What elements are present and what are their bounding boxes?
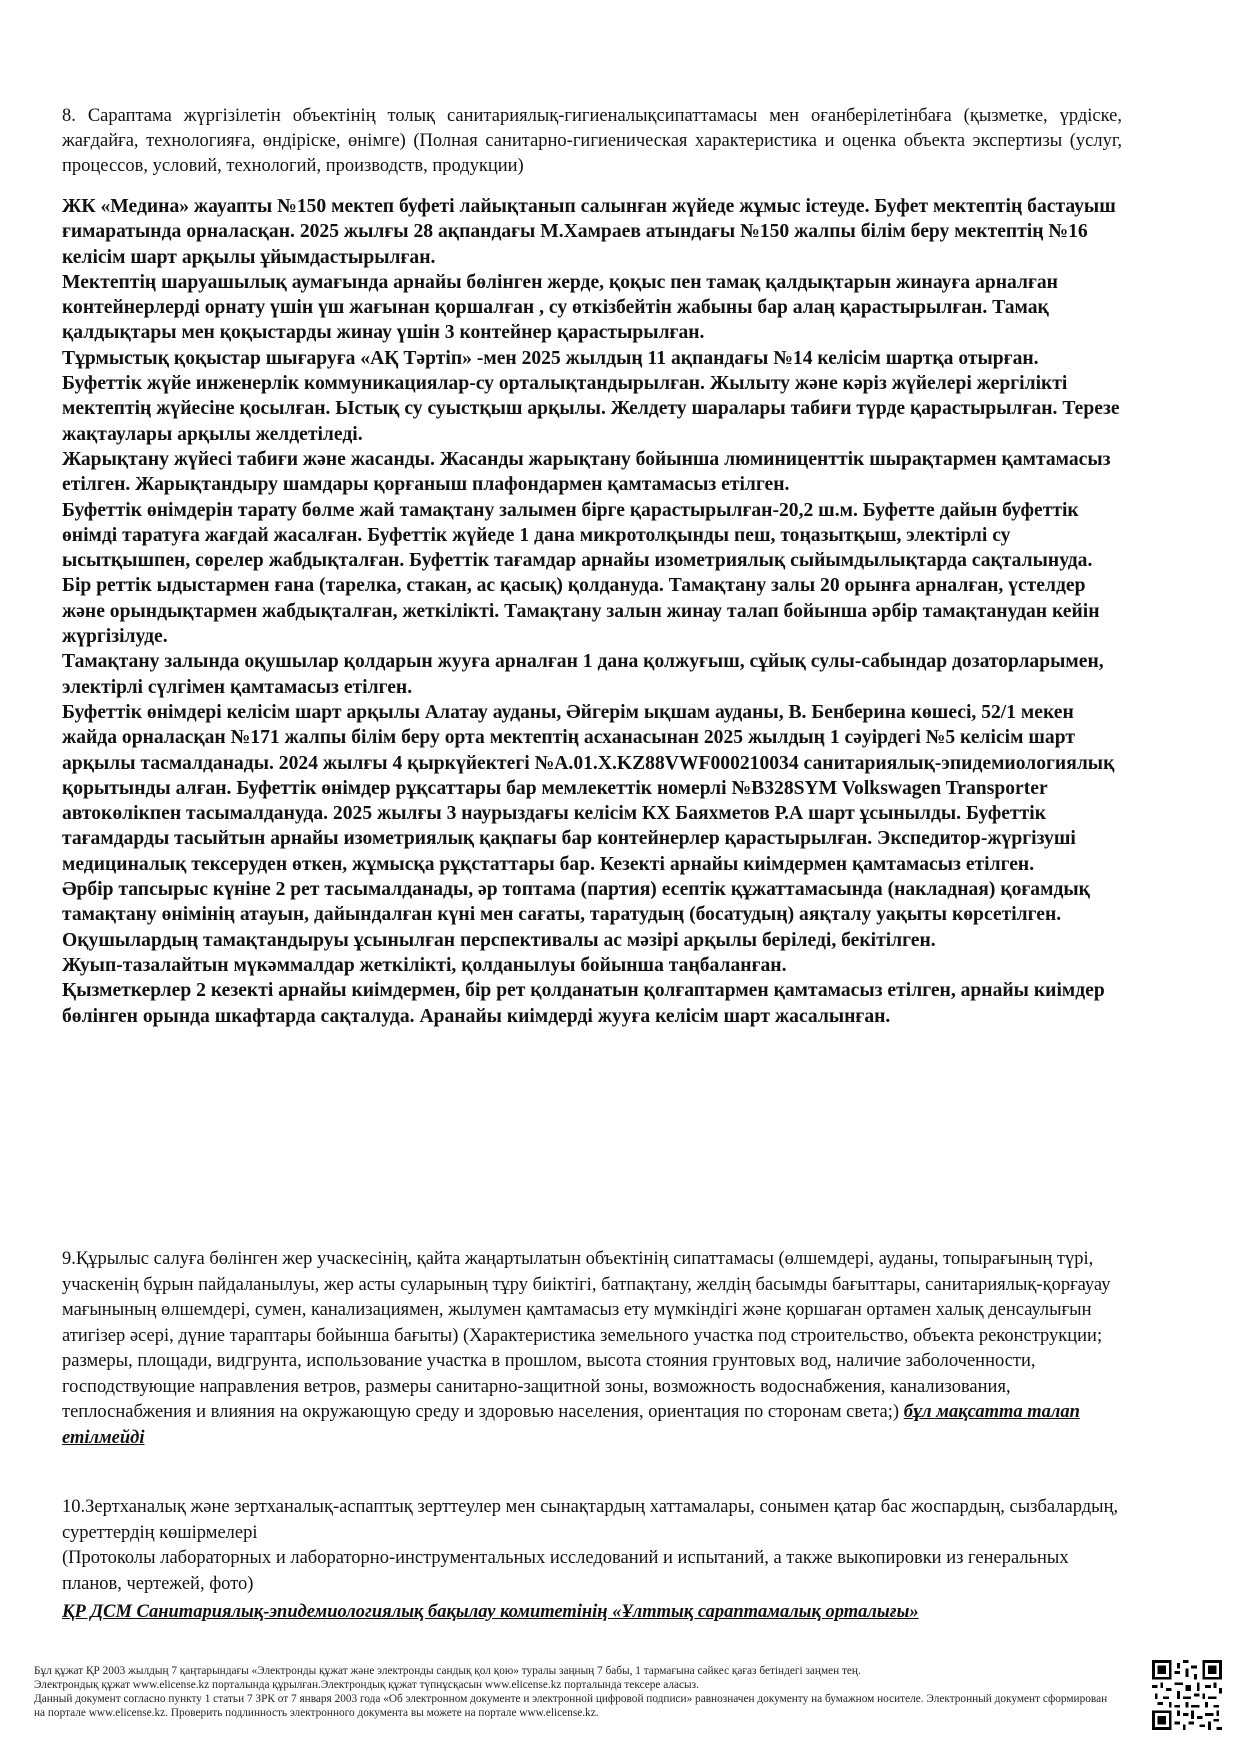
- section-9-body: 9.Құрылыс салуға бөлінген жер учаскесінің, қайта жаңартылатын объектінің сипаттамасы (өлшемдері, ауданы, топырағының түрі, учаскенің бұрын пайдаланылуы, жер асты суларының тұру биіктігі, батпақтану, желдің басымды бағыттары, санитариялық-қорғауау мағынының өлшемдері, сумен, канализациямен, жылумен қамтамасыз ету мүмкіндігі және қоршаған ортамен халық денсаулығын атигізер әсері, дүние тараптары бойынша бағыты) (Характеристика земельного участка под строительство, объекта реконструкции; размеры, площади, видгрунта, использование участка в прошлом, высота стояния грунтовых вод, наличие заболоченности, господствующие направления ветров, размеры санитарно-защитной зоны, возможность водоснабжения, канализования, теплоснабжения и влияния на окружающую среду и здоровью населения, ориентация по сторонам света;): [62, 1249, 1111, 1422]
- paragraph: Буфеттік өнімдері келісім шарт арқылы Алатау ауданы, Әйгерім ықшам ауданы, В. Бенберина көшесі, 52/1 мекен жайда орналасқан №171 жалпы білім беру орта мектептің асханасынан 2025 жылдың 1 сәуірдегі №5 келісім шарт арқылы тасмалданады. 2024 жылғы 4 қыркүйектегі №А.01.Х.KZ88VWF000210034 санитариялық-эпидемиологиялық қорытынды алған. Буфеттік өнімдер рұқсаттары бар мемлекеттік номерлі №В328SYM Volkswagen Transporter автокөлікпен тасымалдануда. 2025 жылғы 3 наурыздағы келісім КХ Баяхметов Р.А шарт ұсынылды. Буфеттік тағамдарды тасыйтын арнайы изометриялық қақпағы бар контейнерлер қарастырылған. Экспедитор-жүргізуші медициналық тексеруден өткен, жұмысқа рұқстаттары бар. Кезекті арнайы киімдермен қамтамасыз етілген.: [62, 701, 1115, 875]
- section-9-note: бұл мақсатта талап етілмейді: [62, 1402, 1080, 1448]
- paragraph: Әрбір тапсырыс күніне 2 рет тасымалданады, әр топтама (партия) есептік құжаттамасында (накладная) қоғамдық тамақтану өнімінің атауын, дайындалған күні мен сағаты, таратудың (босатудың) аяқталу уақыты көрсетілген. Оқушылардың тамақтандыруы ұсынылған перспективалы ас мәзірі арқылы беріледі, бекітілген.: [62, 879, 1090, 951]
- paragraph: Тамақтану залында оқушылар қолдарын жууға арналған 1 дана қолжуғыш, сұйық сулы-сабындар дозаторларымен, электірлі сүлгімен қамтамасыз етілген.: [62, 651, 1104, 698]
- section-10-note: ҚР ДСМ Санитариялық-эпидемиологиялық бақылау комитетінің «Ұлттық сараптамалық орталығы»: [62, 1602, 919, 1622]
- section-10: [62, 1495, 1122, 1626]
- paragraph: Жарықтану жүйесі табиғи және жасанды. Жасанды жарықтану бойынша люминиценттік шырақтармен қамтамасыз етілген. Жарықтандыру шамдары қорғаныш плафондармен қамтамасыз етілген.: [62, 448, 1111, 496]
- legal-footnote: [34, 1664, 1134, 1720]
- section-8-heading-text: 8. Сараптама жүргізілетін объектінің толық санитариялық-гигиеналықсипаттамасы мен оғанберілетінбаға (қызметке, үрдіске, жағдайға, технологияға, өндіріске, өнімге) (Полная санитарно-гигиеническая характеристика и оценка объекта экспертизы (услуг, процессов, условий, технологий, производств, продукции): [62, 106, 1122, 176]
- section-8-heading: [62, 104, 1122, 179]
- section-8-body: [62, 194, 1122, 1029]
- paragraph: Тұрмыстық қоқыстар шығаруға «АҚ Тәртіп» -мен 2025 жылдың 11 ақпандағы №14 келісім шартқа отырған.: [62, 347, 1039, 369]
- qr-code-icon: [1152, 1660, 1222, 1730]
- footnote-line: Бұл құжат ҚР 2003 жылдың 7 қаңтарындағы «Электронды құжат және электронды сандық қол қою» туралы заңның 7 бабы, 1 тармағына сәйкес қағаз бетіндегі заңмен тең.: [34, 1665, 861, 1677]
- paragraph: Қызметкерлер 2 кезекті арнайы киімдермен, бір рет қолданатын қолғаптармен қамтамасыз етілген, арнайы киімдер бөлінген орында шкафтарда сақталуда. Аранайы киімдерді жууға келісім шарт жасалынған.: [62, 980, 1105, 1027]
- paragraph: Буфеттік өнімдерін тарату бөлме жай тамақтану залымен бірге қарастырылған-20,2 ш.м. Буфетте дайын буфеттік өнімді таратуға жағдай жасалған. Буфеттік жүйеде 1 дана микротолқынды пеш, тоңазытқыш, электірлі су ысытқышпен, сөрелер жабдықталған. Буфеттік тағамдар арнайы изометриялық сыйымдылықтарда сақталынуда. Бір реттік ыдыстармен ғана (тарелка, стакан, ас қасық) қолдануда. Тамақтану залы 20 орынға арналған, үстелдер және орындықтармен жабдықталған, жеткілікті. Тамақтану залын жинау талап бойынша әрбір тамақтанудан кейін жүргізілуде.: [62, 499, 1100, 648]
- paragraph: Буфеттік жүйе инженерлік коммуникациялар-су орталықтандырылған. Жылыту және кәріз жүйелері жергілікті мектептің жүйесіне қосылған. Ыстық су суыстқыш арқылы. Желдету шаралары табиғи түрде қарастырылған. Терезе жақтаулары арқылы желдетіледі.: [62, 373, 1120, 445]
- section-10-text-ru: (Протоколы лабораторных и лабораторно-инструментальных исследований и испытаний, а также выкопировки из генеральных планов, чертежей, фото): [62, 1548, 1069, 1594]
- section-9: [62, 1247, 1122, 1451]
- section-10-text: 10.Зертханалық және зертханалық-аспаптық зерттеулер мен сынақтардың хаттамалары, сонымен қатар бас жоспардың, сызбалардың, суреттердің көшірмелері: [62, 1497, 1119, 1543]
- paragraph: Жуып-тазалайтын мүкәммалдар жеткілікті, қолданылуы бойынша таңбаланған.: [62, 954, 787, 976]
- paragraph: ЖК «Медина» жауапты №150 мектеп буфеті лайықтанып салынған жүйеде жұмыс істеуде. Буфет мектептің бастауыш ғимаратында орналасқан. 2025 жылғы 28 ақпандағы М.Хамраев атындағы №150 жалпы білім беру мектептің №16 келісім шарт арқылы ұйымдастырылған.: [62, 196, 1116, 268]
- section-9-text: [62, 1247, 1122, 1451]
- paragraph: Мектептің шаруашылық аумағында арнайы бөлінген жерде, қоқыс пен тамақ қалдықтарын жинауға арналған контейнерлерді орнату үшін үш жағынан қоршалған , су өткізбейтін жабыны бар алаң қарастырылған. Тамақ қалдықтары мен қоқыстарды жинау үшін 3 контейнер қарастырылған.: [62, 271, 1058, 344]
- footnote-line: Электрондық құжат www.elicense.kz порталында құрылған.Электрондық құжат түпнұсқасын www.elicense.kz порталында тексере аласыз.: [34, 1679, 699, 1691]
- footnote-line: Данный документ согласно пункту 1 статьи 7 ЗРК от 7 января 2003 года «Об электронном документе и электронной цифровой подписи» равнозначен документу на бумажном носителе. Электронный документ сформирован на портале www.elicense.kz. Проверить подлинность электронного документа вы можете на портале www.elicense.kz.: [34, 1693, 1108, 1719]
